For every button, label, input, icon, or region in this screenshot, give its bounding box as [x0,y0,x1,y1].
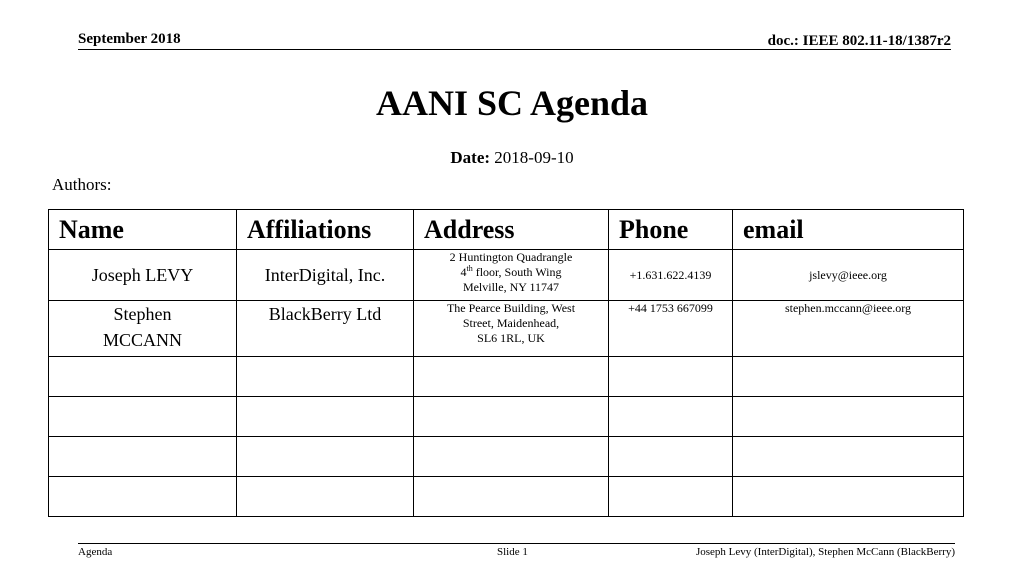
address-line: 2 Huntington Quadrangle [449,250,573,264]
header-doc-number: doc.: IEEE 802.11-18/1387r2 [767,33,951,49]
table-row [49,397,964,437]
table-row [49,477,964,517]
column-header-address: Address [414,210,609,250]
empty-cell [733,357,964,397]
empty-cell [414,477,609,517]
author-address [414,301,609,357]
date-label: Date: [450,148,491,167]
address-line: Street, Maidenhead, [462,316,560,330]
authors-label: Authors: [52,175,112,194]
table-row [49,301,964,357]
column-header-affiliations: Affiliations [237,210,414,250]
date-line [0,148,1024,168]
header-date: September 2018 [78,31,181,47]
table-row [49,250,964,301]
empty-cell [609,357,733,397]
empty-cell [49,357,237,397]
address-line: Melville, NY 11747 [462,280,560,294]
empty-cell [609,397,733,437]
empty-cell [414,397,609,437]
address-line [414,265,608,280]
table-row [49,357,964,397]
author-name: Joseph LEVY [49,250,237,301]
empty-cell [237,397,414,437]
table-row [49,437,964,477]
empty-cell [49,477,237,517]
address-line: SL6 1RL, UK [477,331,545,345]
empty-cell [237,477,414,517]
author-affiliation: BlackBerry Ltd [237,301,414,357]
empty-cell [414,437,609,477]
address-line: The Pearce Building, West [446,301,576,315]
author-email: jslevy@ieee.org [733,250,964,301]
empty-cell [237,357,414,397]
author-address [414,250,609,301]
empty-cell [49,437,237,477]
address-floor-suffix: th [466,264,473,273]
column-header-phone: Phone [609,210,733,250]
author-affiliation: InterDigital, Inc. [237,250,414,301]
author-name-first: Stephen [113,304,172,324]
empty-cell [733,437,964,477]
empty-cell [733,477,964,517]
table-header-row [49,210,964,250]
author-phone: +44 1753 667099 [609,301,733,357]
author-name [49,301,237,357]
authors-table [48,209,964,517]
empty-cell [414,357,609,397]
footer-slide-number: Slide 1 [497,546,528,558]
empty-cell [733,397,964,437]
address-floor-number: 4 [460,265,467,279]
author-phone: +1.631.622.4139 [609,250,733,301]
column-header-email: email [733,210,964,250]
date-value: 2018-09-10 [494,148,574,167]
column-header-name: Name [49,210,237,250]
empty-cell [609,437,733,477]
footer-authors: Joseph Levy (InterDigital), Stephen McCann (BlackBerry) [695,546,955,558]
header-divider [78,49,951,50]
empty-cell [49,397,237,437]
author-name-last: MCCANN [102,330,182,350]
empty-cell [237,437,414,477]
footer-divider [78,543,955,544]
slide-title: AANI SC Agenda [375,83,649,123]
author-email: stephen.mccann@ieee.org [733,301,964,357]
footer-section: Agenda [78,546,113,558]
address-floor-rest: floor, South Wing [472,265,562,279]
empty-cell [609,477,733,517]
